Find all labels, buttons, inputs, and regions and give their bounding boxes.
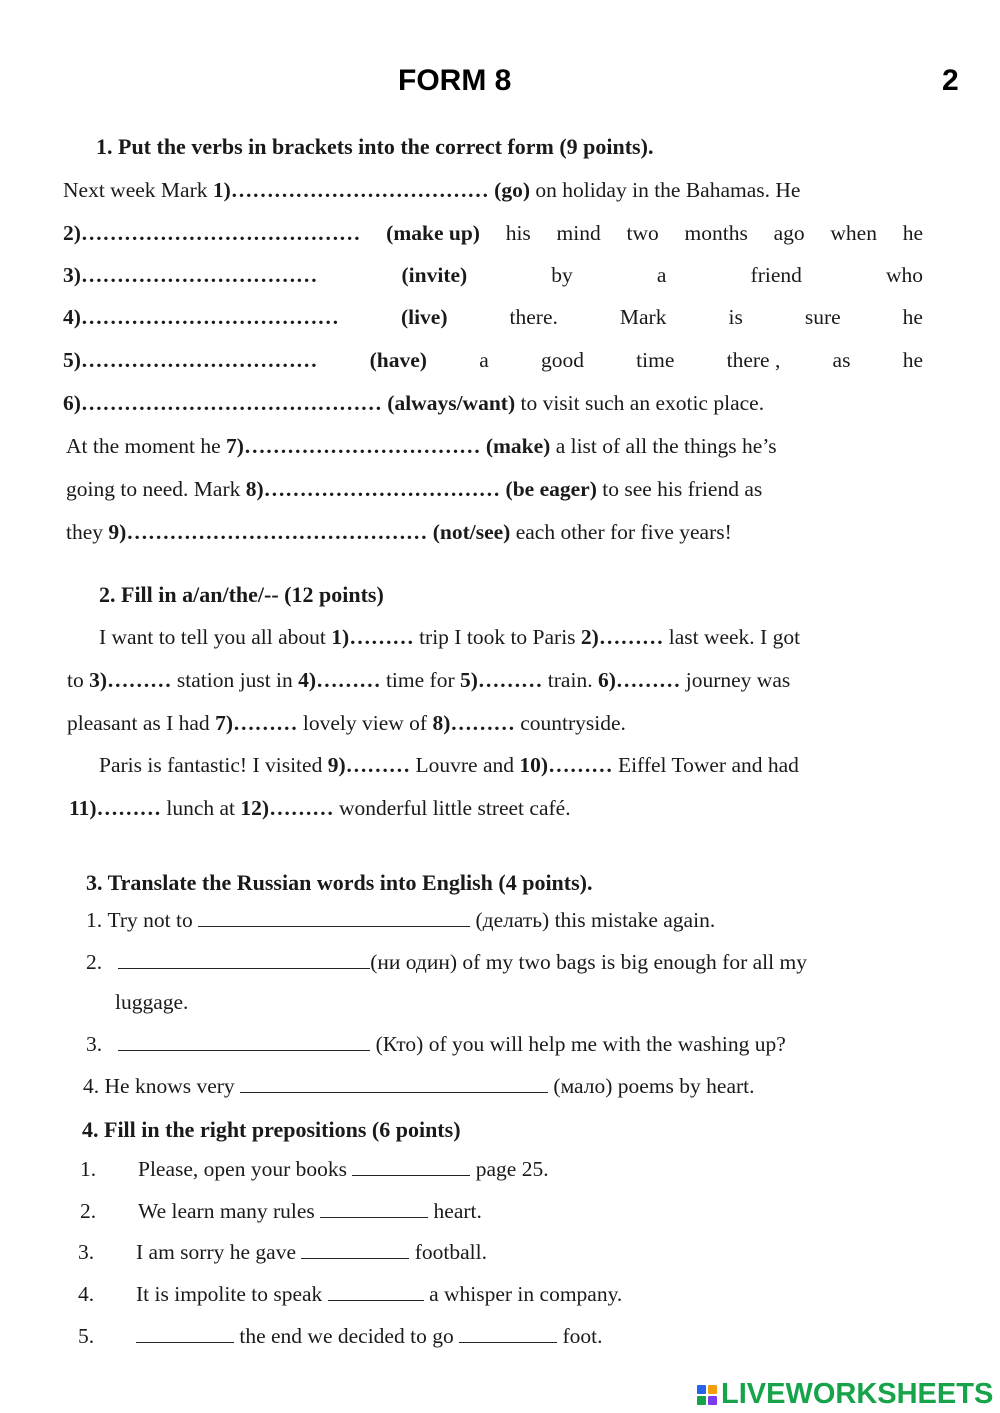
s1-line-3: 3)…………………………… (invite) by a friend who	[63, 263, 923, 287]
page-number: 2	[942, 64, 959, 97]
gap-4[interactable]: ………………………………	[80, 305, 339, 329]
s3-item-3: 3. (Кто) of you will help me with the washing up?	[86, 1032, 786, 1056]
gap-1[interactable]: ………………………………	[230, 178, 489, 202]
s2-line-4: Paris is fantastic! I visited 9)……… Louvre and 10)……… Eiffel Tower and had	[99, 753, 799, 777]
preposition-blank-6[interactable]	[459, 1324, 557, 1343]
s2-line-2: to 3)……… station just in 4)……… time for 5)……… train. 6)……… journey was	[67, 668, 791, 692]
gap-8[interactable]: ……………………………	[263, 477, 501, 501]
liveworksheets-logo	[697, 1378, 993, 1411]
preposition-blank-3[interactable]	[301, 1240, 409, 1259]
translate-blank-1[interactable]	[198, 908, 470, 927]
s1-line-7: At the moment he 7)…………………………… (make) a list of all the things he’s	[66, 434, 777, 458]
s4-item-1: 1. Please, open your books page 25.	[80, 1157, 549, 1181]
section-3-heading: 3. Translate the Russian words into English (4 points).	[86, 870, 593, 895]
s2-line-5: 11)……… lunch at 12)……… wonderful little street café.	[69, 796, 571, 820]
translate-blank-3[interactable]	[118, 1032, 370, 1051]
s4-item-2: 2. We learn many rules heart.	[80, 1199, 482, 1223]
s3-item-2: 2. (ни один) of my two bags is big enough for all my	[86, 950, 807, 974]
article-gap-6[interactable]: ………	[615, 668, 681, 692]
article-gap-5[interactable]: ………	[477, 668, 543, 692]
article-gap-11[interactable]: ………	[96, 796, 161, 820]
s2-line-3: pleasant as I had 7)……… lovely view of 8)……… countryside.	[67, 711, 626, 735]
translate-blank-4[interactable]	[240, 1074, 548, 1093]
section-2-heading: 2. Fill in a/an/the/-- (12 points)	[99, 582, 384, 607]
article-gap-2[interactable]: ………	[598, 625, 664, 649]
section-1-heading: 1. Put the verbs in brackets into the correct form (9 points).	[96, 134, 654, 159]
preposition-blank-5[interactable]	[136, 1324, 234, 1343]
worksheet-title: FORM 8	[398, 64, 512, 97]
article-gap-10[interactable]: ………	[548, 753, 613, 777]
s2-line-1: I want to tell you all about 1)……… trip I took to Paris 2)……… last week. I got	[99, 625, 801, 649]
s4-item-5: 5. the end we decided to go foot.	[78, 1324, 603, 1348]
s1-line-5: 5)…………………………… (have) a good time there , as he	[63, 348, 923, 372]
section-4-heading: 4. Fill in the right prepositions (6 points)	[82, 1117, 461, 1142]
article-gap-4[interactable]: ………	[316, 668, 381, 692]
s1-line-1: Next week Mark 1)……………………………… (go) on holiday in the Bahamas. He	[63, 178, 801, 202]
gap-2[interactable]: …………………………………	[80, 221, 361, 245]
gap-5[interactable]: ……………………………	[80, 348, 318, 372]
liveworksheets-logo-text: LIVEWORKSHEETS	[721, 1378, 994, 1410]
s3-item-4: 4. He knows very (мало) poems by heart.	[83, 1074, 755, 1098]
gap-7[interactable]: ……………………………	[243, 434, 481, 458]
s1-line-2: 2)………………………………… (make up) his mind two months ago when he	[63, 221, 923, 245]
article-gap-8[interactable]: ………	[450, 711, 515, 735]
article-gap-3[interactable]: ………	[107, 668, 172, 692]
s1-line-9: they 9)…………………………………… (not/see) each other for five years!	[66, 520, 732, 544]
article-gap-1[interactable]: ………	[349, 625, 414, 649]
preposition-blank-1[interactable]	[352, 1157, 470, 1176]
gap-9[interactable]: ……………………………………	[126, 520, 428, 544]
preposition-blank-4[interactable]	[328, 1282, 424, 1301]
s3-item-2-cont: luggage.	[115, 990, 189, 1014]
s4-item-3: 3. I am sorry he gave football.	[78, 1240, 487, 1264]
article-gap-12[interactable]: ………	[269, 796, 334, 820]
s4-item-4: 4. It is impolite to speak a whisper in company.	[78, 1282, 623, 1306]
liveworksheets-logo-icon	[697, 1385, 717, 1405]
s3-item-1: 1. Try not to (делать) this mistake again.	[86, 908, 716, 932]
gap-3[interactable]: ……………………………	[80, 263, 318, 287]
article-gap-7[interactable]: ………	[232, 711, 298, 735]
article-gap-9[interactable]: ………	[345, 753, 411, 777]
gap-6[interactable]: ……………………………………	[80, 391, 382, 415]
s1-line-6: 6)…………………………………… (always/want) to visit such an exotic place.	[63, 391, 765, 415]
preposition-blank-2[interactable]	[320, 1199, 428, 1218]
s1-line-4: 4)……………………………… (live) there. Mark is sure he	[63, 305, 923, 329]
s1-line-8: going to need. Mark 8)…………………………… (be eager) to see his friend as	[66, 477, 763, 501]
translate-blank-2[interactable]	[118, 950, 370, 969]
